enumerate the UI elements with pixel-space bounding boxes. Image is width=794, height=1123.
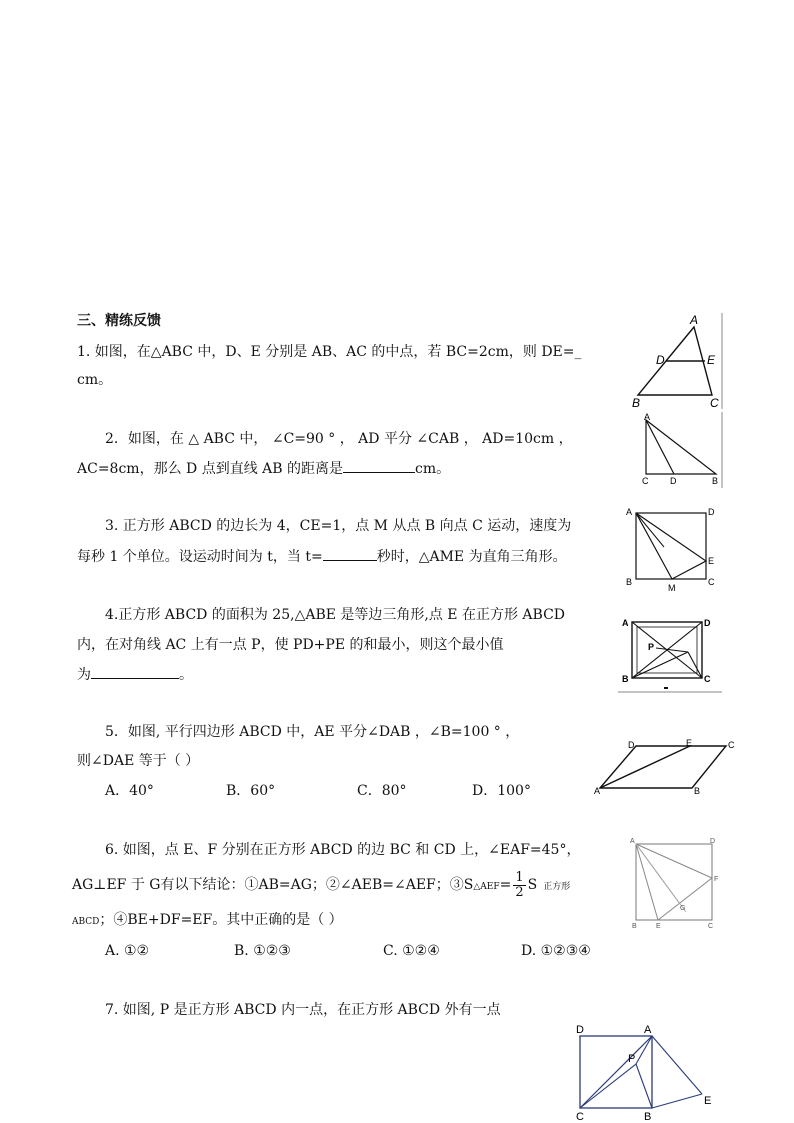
q6-sub-square: 正方形 [543,882,571,892]
q2-answer-blank[interactable] [343,458,415,473]
q6-option-d[interactable]: D. ①②③④ [521,943,591,959]
q3-line2-rest: 秒时，△AME 为直角三角形。 [376,549,567,565]
q6-line2 [72,868,570,902]
q4-line2: 内，在对角线 AC 上有一点 P，使 PD+PE 的和最小，则这个最小值 [77,637,504,653]
q6-line3-sub: ABCD [72,917,100,927]
segment-ce [688,652,702,678]
label-a: A [644,412,651,422]
label-f: F [714,876,719,883]
segment-ae [600,746,690,788]
label-g: G [680,905,686,912]
label-c: C [704,674,711,684]
label-p: P [648,642,655,652]
q7-line1: 7. 如图, P 是正方形 ABCD 内一点，在正方形 ABCD 外有一点 [105,1002,501,1018]
diagonal-ca [580,1036,652,1108]
q4-line3-text: 为 [77,667,91,683]
label-a: A [644,1024,652,1036]
q5-option-b[interactable]: B．60° [226,783,276,799]
label-d: D [576,1024,584,1036]
q6-option-b[interactable]: B. ①②③ [234,943,291,959]
label-p: P [628,1053,636,1065]
q6-s: S [527,877,538,893]
label-a: A [630,838,635,845]
label-d: D [670,476,677,486]
q2-figure [636,412,724,488]
segment-ae [636,844,658,920]
label-a: A [626,507,633,517]
q6-figure [626,834,722,930]
label-d: D [628,740,635,750]
q1-figure [628,313,724,409]
segment-pe [656,648,688,652]
segment-be [652,1094,702,1108]
q5-line2: 则∠DAE 等于（ ） [77,753,200,769]
q5-figure [592,736,742,798]
fraction-denominator: 2 [515,884,524,900]
q5-line1: 5．如图, 平行四边形 ABCD 中，AE 平分∠DAB ，∠B=100 ° ， [105,724,520,740]
label-e: E [656,923,661,930]
q1-line2: cm。 [77,372,113,388]
square-abcd [636,513,706,579]
label-e: E [708,556,715,566]
label-b: B [626,577,633,587]
triangle-ame [636,513,706,579]
q4-answer-blank[interactable] [91,664,179,679]
label-c: C [728,740,735,750]
segment-cp [580,1064,636,1108]
label-m: M [668,583,676,593]
label-b: B [632,396,641,409]
q6-option-a[interactable]: A. ①② [105,943,150,959]
segment-pb [636,1064,652,1108]
q2-line2-unit: cm。 [415,461,451,477]
q3-line2 [77,546,567,567]
q6-sub-aef: △AEF [473,882,500,892]
q3-line1: 3. 正方形 ABCD 的边长为 4，CE=1，点 M 从点 B 向点 C 运动，速度为 [105,518,572,534]
label-a: A [622,618,629,628]
q6-equals: = [499,877,512,893]
label-a: A [594,786,601,796]
segment-af [636,844,712,878]
q4-line1: 4.正方形 ABCD 的面积为 25,△ABE 是等边三角形,点 E 在正方形 ABCD [105,607,566,623]
q5-option-c[interactable]: C．80° [357,783,407,799]
label-c: C [576,1111,584,1123]
q6-line2-text: AG⊥EF 于 G有以下结论：①AB=AG；②∠AEB=∠AEF；③S [72,877,474,893]
q3-line2-text: 每秒 1 个单位。设运动时间为 t，当 t= [77,549,323,565]
label-b: B [694,786,701,796]
label-d: D [704,618,711,628]
q2-line2-text: AC=8cm，那么 D 点到直线 AB 的距离是 [77,461,343,477]
parallelogram-abcd [600,746,726,788]
label-b: B [632,923,637,930]
q6-line3 [72,910,343,932]
label-c: C [710,396,719,409]
label-c: C [708,577,715,587]
q6-line1: 6. 如图，点 E、F 分别在正方形 ABCD 的边 BC 和 CD 上，∠EAF=45°， [105,842,581,858]
label-e: E [686,738,693,748]
label-e: E [707,353,716,367]
q1-line1: 1. 如图，在△ABC 中，D、E 分别是 AB、AC 的中点，若 BC=2cm，则 DE=_ [77,344,582,360]
label-d: D [708,507,715,517]
triangle-acb [646,420,716,474]
label-d: D [656,353,665,367]
mark [664,687,668,689]
q3-answer-blank[interactable] [323,546,377,561]
q2-line2 [77,458,450,479]
q3-figure [624,503,720,593]
segment-ad [646,420,674,474]
q4-line3-end: 。 [179,667,193,683]
label-b: B [622,674,629,684]
segment-ae [652,1036,702,1094]
label-c: C [708,923,714,930]
q2-line1: 2．如图，在 △ ABC 中， ∠C=90 ° ， AD 平分 ∠CAB ， AD=10cm ， [105,431,573,447]
aux-line [636,844,686,912]
q5-option-d[interactable]: D．100° [472,783,531,799]
label-d: D [710,838,716,845]
q6-fraction [513,871,525,900]
q6-option-c[interactable]: C. ①②④ [383,943,440,959]
label-b: B [644,1111,652,1123]
q6-line3-text: ；④BE+DF=EF。其中正确的是（ ） [99,912,343,928]
q4-figure [618,612,724,694]
q4-line3 [77,664,193,685]
label-e: E [704,1095,712,1107]
label-b: B [712,476,719,486]
q5-option-a[interactable]: A．40° [105,783,154,799]
label-c: C [642,476,649,486]
q7-figure [572,1020,722,1123]
label-a: A [690,313,699,327]
section-title: 三、精练反馈 [77,313,161,329]
fraction-numerator: 1 [515,869,524,885]
